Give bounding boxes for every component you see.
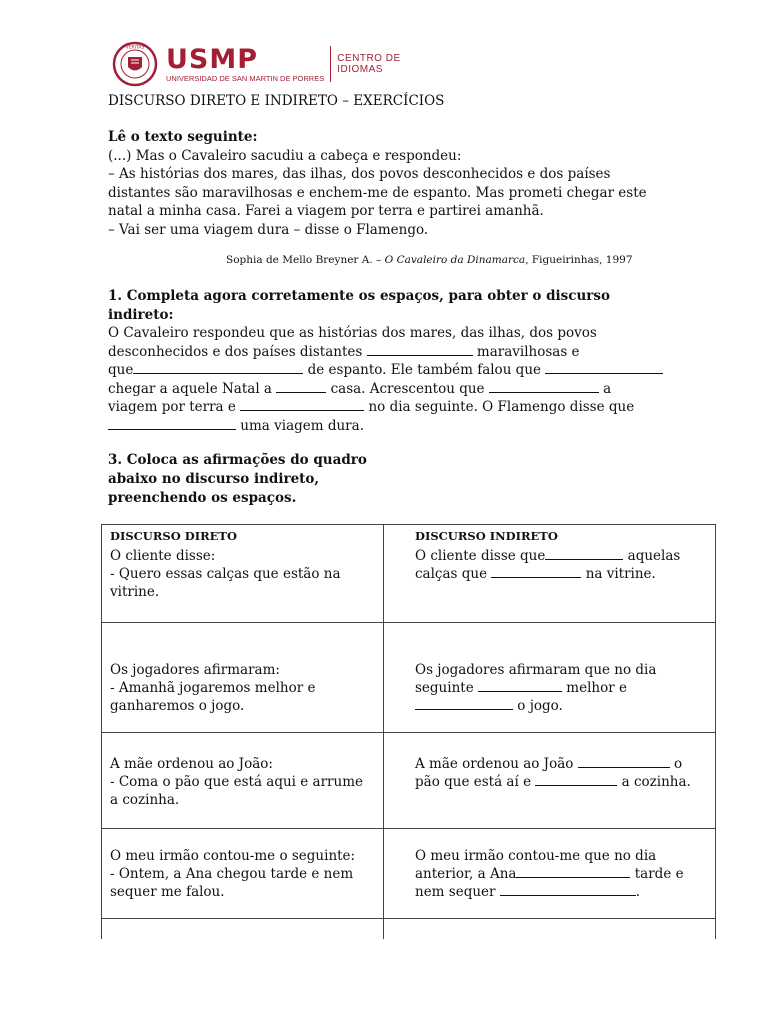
fill-blank[interactable]: [133, 361, 303, 374]
page-title: DISCURSO DIRETO E INDIRETO – EXERCÍCIOS: [108, 93, 445, 109]
fill-blank[interactable]: [491, 565, 581, 578]
table-row: A mãe ordenou ao João: - Coma o pão que está aqui e arrume a cozinha. A mãe ordenou ao João o pão que está aí e a cozinha.: [102, 733, 716, 829]
university-seal-icon: [112, 41, 158, 87]
brand-divider: [330, 46, 331, 82]
source-reference: Sophia de Mello Breyner A. – O Cavaleiro da Dinamarca, Figueirinhas, 1997: [226, 254, 633, 266]
exercise-3-heading: 3. Coloca as afirmações do quadro abaixo no discurso indireto, preenchendo os espaços.: [108, 452, 367, 506]
fill-blank[interactable]: [578, 755, 670, 768]
brand-subline: UNIVERSIDAD DE SAN MARTIN DE PORRES: [166, 73, 325, 83]
fill-blank[interactable]: [367, 343, 473, 356]
fill-blank[interactable]: [535, 773, 617, 786]
fill-blank[interactable]: [500, 883, 636, 896]
brand-name: USMP: [166, 43, 259, 75]
svg-text:VERITAS: VERITAS: [125, 45, 145, 51]
exercise-heading-cont: indireto:: [108, 306, 174, 323]
centro-line-2: IDIOMAS: [337, 64, 383, 75]
reading-section: [108, 128, 678, 239]
fill-blank[interactable]: [489, 380, 599, 393]
table-row: DISCURSO DIRETO O cliente disse: - Quero essas calças que estão na vitrine. DISCURSO INDIRETO O cliente disse que aquelas calças que na vitrine.: [102, 525, 716, 623]
work-title: O Cavaleiro da Dinamarca: [384, 254, 526, 266]
fill-blank[interactable]: [415, 697, 513, 710]
column-header-indirect: DISCURSO INDIRETO: [415, 529, 558, 543]
table-row: O meu irmão contou-me o seguinte: - Ontem, a Ana chegou tarde e nem sequer me falou. O meu irmão contou-me que no dia anterior, a Ana tarde e nem sequer .: [102, 829, 716, 919]
table-row: Os jogadores afirmaram: - Amanhã jogaremos melhor e ganharemos o jogo. Os jogadores afirmaram que no dia seguinte melhor e o jogo.: [102, 623, 716, 733]
table-row: [102, 919, 716, 939]
section-heading: Lê o texto seguinte:: [108, 129, 258, 145]
brand-block: [166, 43, 325, 83]
usmp-logo: [112, 40, 401, 88]
fill-blank[interactable]: [108, 417, 236, 430]
fill-blank[interactable]: [545, 547, 623, 560]
exercise-1: 1. Completa agora corretamente os espaços, para obter o discurso indireto: O Cavaleiro respondeu que as histórias dos mares, das ilhas, dos povos desconhecidos e dos países distantes maravilhosas e que de espanto. Ele também falou que chegar a aquele Natal a casa. Acrescentou que a viagem por terra e no dia seguinte. O Flamengo disse que uma viagem dura.: [108, 287, 678, 435]
exercise-heading: 1. Completa agora corretamente os espaços, para obter o discurso: [108, 288, 611, 304]
text-line: – Vai ser uma viagem dura – disse o Flamengo.: [108, 221, 429, 238]
text-line: natal a minha casa. Farei a viagem por terra e partirei amanhã.: [108, 203, 544, 219]
fill-blank[interactable]: [545, 361, 663, 374]
fill-blank[interactable]: [516, 865, 630, 878]
discourse-table: [101, 524, 716, 939]
column-header-direct: DISCURSO DIRETO: [110, 529, 237, 543]
fill-blank[interactable]: [276, 380, 326, 393]
fill-blank[interactable]: [478, 679, 562, 692]
fill-blank[interactable]: [240, 398, 364, 411]
centro-block: [337, 53, 400, 75]
text-line: (...) Mas o Cavaleiro sacudiu a cabeça e respondeu:: [108, 147, 462, 164]
centro-line-1: CENTRO DE: [337, 53, 401, 64]
text-line: – As histórias dos mares, das ilhas, dos povos desconhecidos e dos países: [108, 166, 611, 182]
text-line: distantes são maravilhosas e enchem-me de espanto. Mas prometi chegar este: [108, 184, 647, 201]
